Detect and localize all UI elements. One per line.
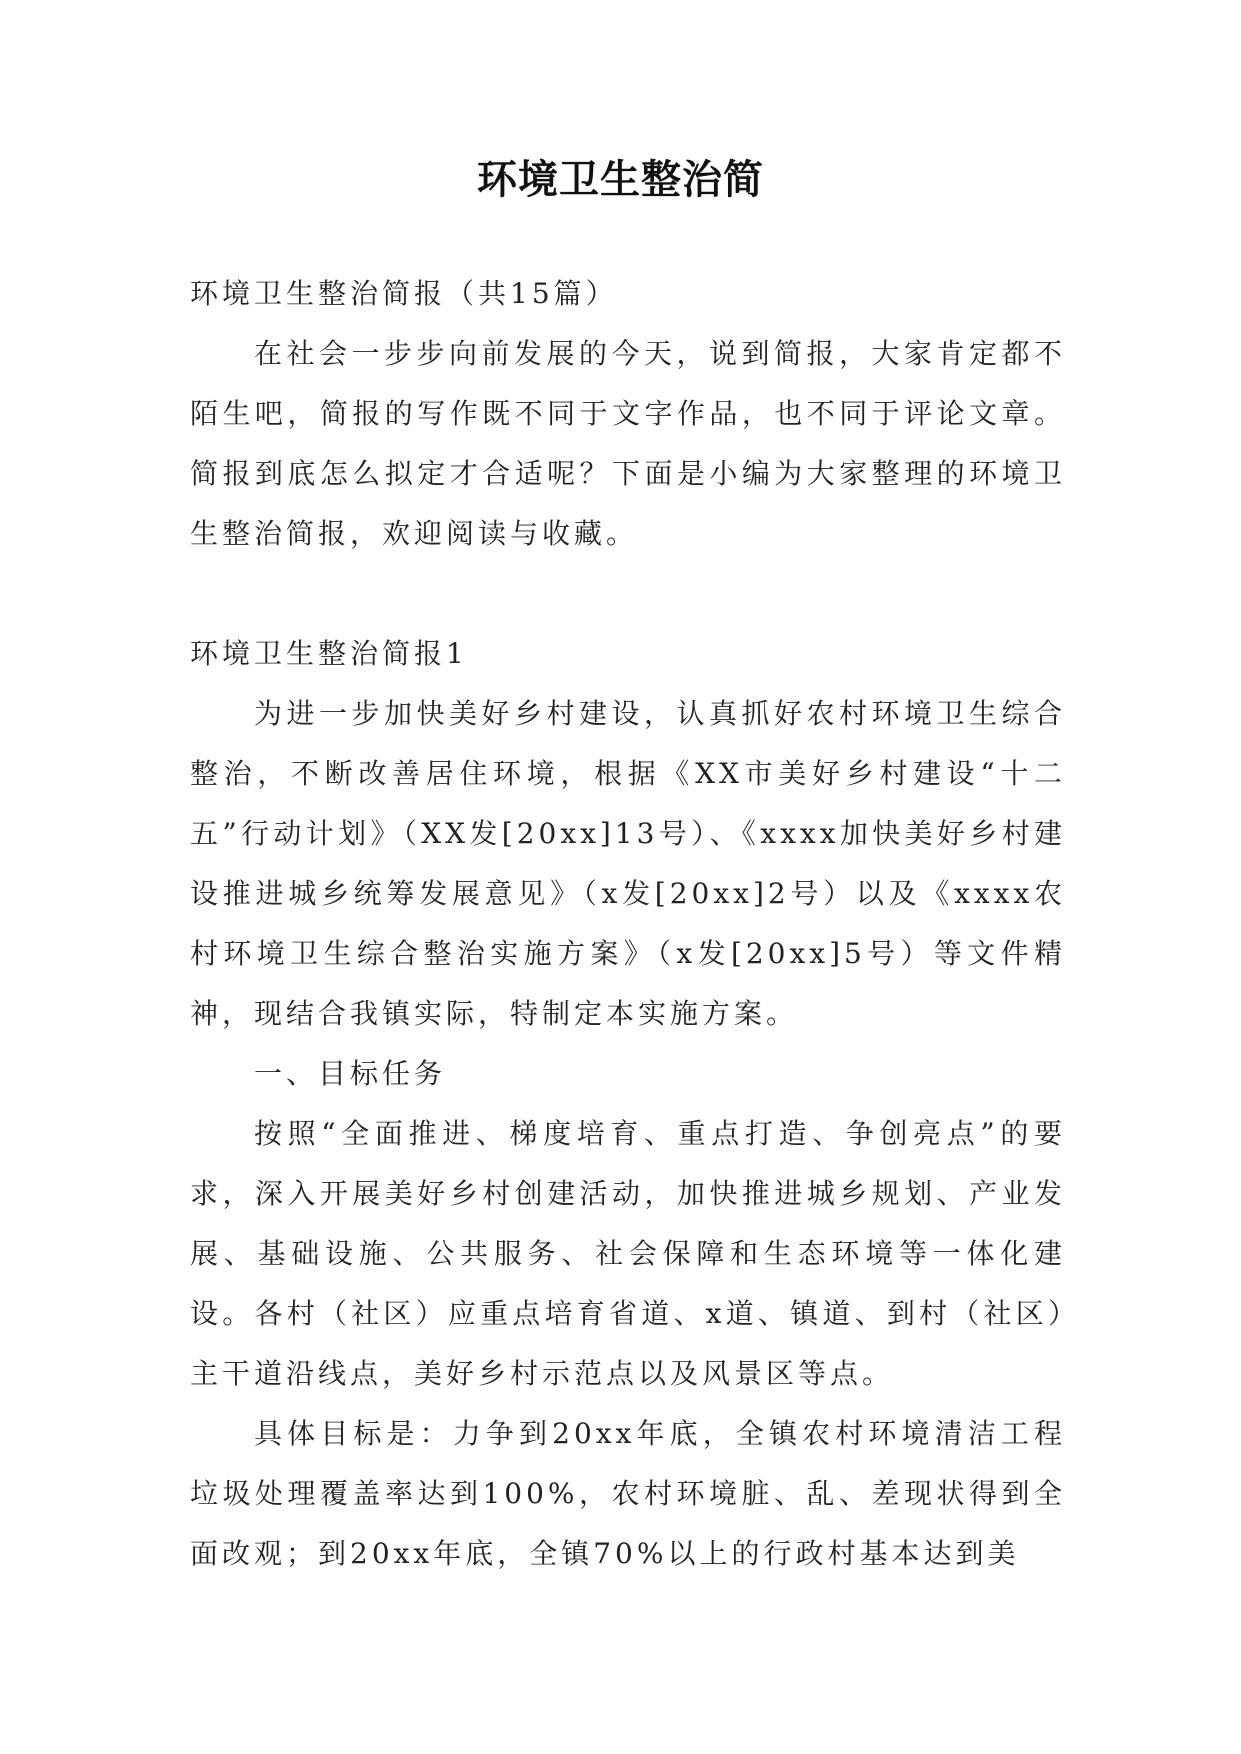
body-paragraph-3: 具体目标是：力争到20xx年底，全镇农村环境清洁工程垃圾处理覆盖率达到100%，农村环境脏、乱、差现状得到全面改观；到20xx年底，全镇70%以上的行政村基本达到美 xyxy=(190,1417,1066,1570)
collection-heading: 环境卫生整治简报（共15篇） xyxy=(190,277,618,310)
document-title: 环境卫生整治简 xyxy=(477,156,764,203)
section-heading-1: 环境卫生整治简报1 xyxy=(190,637,468,670)
intro-paragraph: 在社会一步步向前发展的今天，说到简报，大家肯定都不陌生吧，简报的写作既不同于文字作品，也不同于评论文章。简报到底怎么拟定才合适呢？下面是小编为大家整理的环境卫生整治简报，欢迎阅读与收藏。 xyxy=(190,337,1066,550)
body-paragraph-2: 按照“全面推进、梯度培育、重点打造、争创亮点”的要求，深入开展美好乡村创建活动，加快推进城乡规划、产业发展、基础设施、公共服务、社会保障和生态环境等一体化建设。各村（社区）应重点培育省道、x道、镇道、到村（社区）主干道沿线点，美好乡村示范点以及风景区等点。 xyxy=(190,1117,1066,1390)
body-paragraph-1: 为进一步加快美好乡村建设，认真抓好农村环境卫生综合整治，不断改善居住环境，根据《XX市美好乡村建设“十二五”行动计划》（XX发[20xx]13号）、《xxxx加快美好乡村建设推进城乡统筹发展意见》（x发[20xx]2号）以及《xxxx农村环境卫生综合整治实施方案》（x发[20xx]5号）等文件精神，现结合我镇实际，特制定本实施方案。 xyxy=(190,697,1066,1030)
subheading-goals: 一、目标任务 xyxy=(254,1057,447,1090)
document-body xyxy=(190,264,1066,1584)
section-gap xyxy=(190,564,1066,624)
